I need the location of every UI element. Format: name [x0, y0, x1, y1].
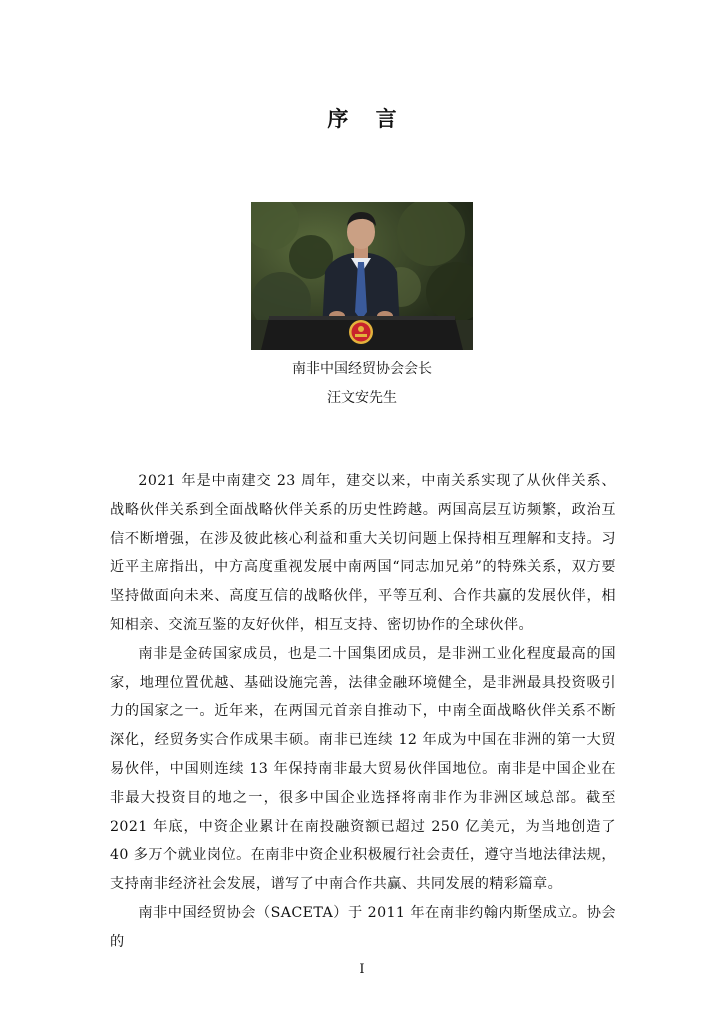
portrait-photo [251, 202, 473, 350]
page-number: I [359, 962, 365, 977]
photo-caption-name: 汪文安先生 [327, 390, 397, 406]
body-text [110, 467, 616, 957]
page-title: 序 言 [327, 107, 407, 131]
paragraph: 南非是金砖国家成员，也是二十国集团成员，是非洲工业化程度最高的国家，地理位置优越、基础设施完善，法律金融环境健全，是非洲最具投资吸引力的国家之一。近年来，在两国元首亲自推动下，中南全面战略伙伴关系不断深化，经贸务实合作成果丰硕。南非已连续 12 年成为中国在非洲的第一大贸易伙伴，中国则连续 13 年保持南非最大贸易伙伴国地位。南非是中国企业在非最大投资目的地之一，很多中国企业选择将南非作为非洲区域总部。截至 2021 年底，中资企业累计在南投融资额已超过 250 亿美元，为当地创造了 40 多万个就业岗位。在南非中资企业积极履行社会责任，遵守当地法律法规，支持南非经济社会发展，谱写了中南合作共赢、共同发展的精彩篇章。 [110, 645, 616, 893]
photo-caption-title: 南非中国经贸协会会长 [292, 361, 432, 377]
paragraph: 南非中国经贸协会（SACETA）于 2011 年在南非约翰内斯堡成立。协会的 [110, 904, 616, 950]
portrait-photo-icon [251, 202, 473, 350]
paragraph: 2021 年是中南建交 23 周年，建交以来，中南关系实现了从伙伴关系、战略伙伴关系到全面战略伙伴关系的历史性跨越。两国高层互访频繁，政治互信不断增强，在涉及彼此核心利益和重大关切问题上保持相互理解和支持。习近平主席指出，中方高度重视发展中南两国“同志加兄弟”的特殊关系，双方要坚持做面向未来、高度互信的战略伙伴，平等互利、合作共赢的发展伙伴，相知相亲、交流互鉴的友好伙伴，相互支持、密切协作的全球伙伴。 [110, 473, 616, 633]
